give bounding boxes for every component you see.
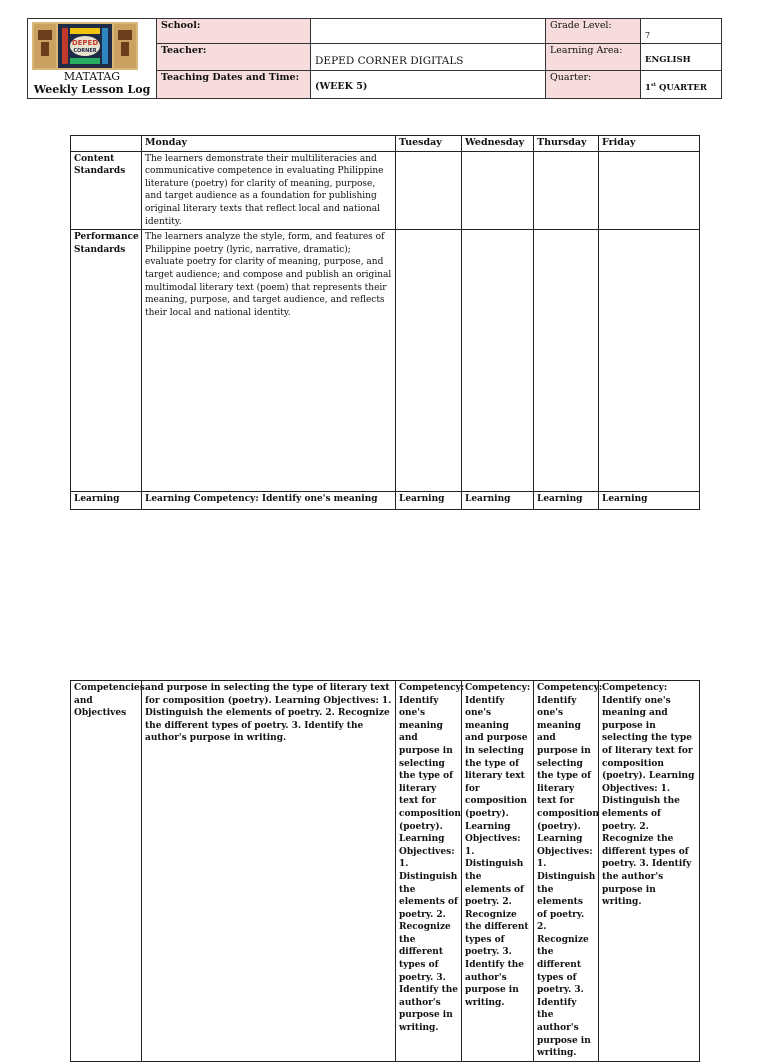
competencies-wednesday: Competency: Identify one's meaning and purpose in selecting the type of literary text for composition (poetry). Learning Objectives: 1. Distinguish the elements of poetry. 2. Recognize the different types of poetry. 3. Identify the author's purpose in writing. xyxy=(462,681,534,1062)
quarter-number: 1 xyxy=(645,82,651,93)
svg-text:DEPED: DEPED xyxy=(71,39,99,47)
school-label: School: xyxy=(157,19,311,44)
lesson-table-page1 xyxy=(70,135,700,510)
grade-label: Grade Level: xyxy=(546,19,641,44)
header-table xyxy=(27,18,722,99)
quarter-word: QUARTER xyxy=(659,82,707,93)
logo-title: MATATAG xyxy=(63,70,121,83)
competencies-tuesday: Competency: Identify one's meaning and purpose in selecting the type of literary text for composition (poetry). Learning Objectives: 1. Distinguish the elements of poetry. 2. Recognize the different types of poetry. 3. Identify the author's purpose in writing. xyxy=(396,681,462,1062)
quarter-suffix: st xyxy=(650,82,657,88)
learning-monday: Learning Competency: Identify one's meaning xyxy=(142,492,396,510)
teacher-label: Teacher: xyxy=(157,44,311,71)
performance-standards-tuesday xyxy=(396,230,462,492)
quarter-value xyxy=(641,71,722,99)
performance-standards-wednesday xyxy=(462,230,534,492)
row-label-learning: Learning xyxy=(71,492,142,510)
dates-label: Teaching Dates and Time: xyxy=(157,71,311,99)
row-label-competencies-objectives: Competencies and Objectives xyxy=(71,681,142,1062)
day-header-monday: Monday xyxy=(142,136,396,152)
quarter-label: Quarter: xyxy=(546,71,641,99)
day-header-thursday: Thursday xyxy=(534,136,599,152)
learning-tuesday: Learning xyxy=(396,492,462,510)
learning-thursday: Learning xyxy=(534,492,599,510)
table-row xyxy=(71,492,700,510)
content-standards-tuesday xyxy=(396,151,462,230)
area-label: Learning Area: xyxy=(546,44,641,71)
performance-standards-friday xyxy=(599,230,700,492)
svg-text:CORNER: CORNER xyxy=(73,48,97,54)
logo-cell xyxy=(28,19,157,99)
performance-standards-thursday xyxy=(534,230,599,492)
corner-cell xyxy=(71,136,142,152)
logo-subtitle: Weekly Lesson Log xyxy=(33,83,151,96)
day-header-friday: Friday xyxy=(599,136,700,152)
competencies-thursday: Competency: Identify one's meaning and purpose in selecting the type of literary text for composition (poetry). Learning Objectives: 1. Distinguish the elements of poetry. 2. Recognize the different types of poetry. 3. Identify the author's purpose in writing. xyxy=(534,681,599,1062)
competencies-monday: and purpose in selecting the type of literary text for composition (poetry). Learning Objectives: 1. Distinguish the elements of poetry. 2. Recognize the different types of poetry. 3. Identify the author's purpose in writing. xyxy=(142,681,396,1062)
table-row xyxy=(71,681,700,1062)
dates-value: (WEEK 5) xyxy=(311,71,546,99)
teacher-value: DEPED CORNER DIGITALS xyxy=(311,44,546,71)
content-standards-wednesday xyxy=(462,151,534,230)
table-row xyxy=(71,230,700,492)
deped-corner-logo xyxy=(32,22,138,70)
content-standards-friday xyxy=(599,151,700,230)
competencies-friday: Competency: Identify one's meaning and purpose in selecting the type of literary text for composition (poetry). Learning Objectives: 1. Distinguish the elements of poetry. 2. Recognize the different types of poetry. 3. Identify the author's purpose in writing. xyxy=(599,681,700,1062)
performance-standards-monday: The learners analyze the style, form, and features of Philippine poetry (lyric, narrative, dramatic); evaluate poetry for clarity of meaning, purpose, and target audience; and compose and publish an original multimodal literary text (poem) that represents their meaning, purpose, and target audience, and reflects their local and national identity. xyxy=(142,230,396,492)
learning-wednesday: Learning xyxy=(462,492,534,510)
lesson-table-page2 xyxy=(70,680,700,1062)
content-standards-thursday xyxy=(534,151,599,230)
table-row xyxy=(71,151,700,230)
area-value: ENGLISH xyxy=(641,44,722,71)
school-value xyxy=(311,19,546,44)
row-label-content-standards: Content Standards xyxy=(71,151,142,230)
day-header-tuesday: Tuesday xyxy=(396,136,462,152)
row-label-performance-standards: Performance Standards xyxy=(71,230,142,492)
content-standards-monday: The learners demonstrate their multiliteracies and communicative competence in evaluating Philippine literature (poetry) for clarity of meaning, purpose, and target audience as a foundation for publishing original literary texts that reflect local and national identity. xyxy=(142,151,396,230)
learning-friday: Learning xyxy=(599,492,700,510)
day-header-wednesday: Wednesday xyxy=(462,136,534,152)
grade-value: 7 xyxy=(641,19,722,44)
